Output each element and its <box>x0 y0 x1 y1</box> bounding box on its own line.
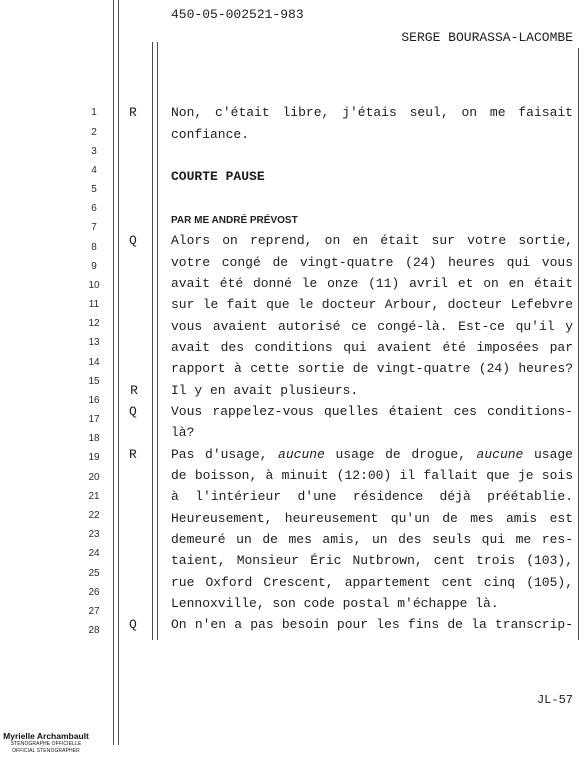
transcript-line <box>171 209 573 230</box>
line-text: demeuré un de mes amis, un des seuls qui me res- <box>171 531 573 547</box>
line-text: confiance. <box>171 126 250 142</box>
line-text: On n'en a pas besoin pour les fins de la transcrip- <box>171 617 573 633</box>
stenographer-stamp <box>0 731 92 755</box>
transcript-line <box>129 230 573 251</box>
line-text: Heureusement, heureusement qu'un de mes amis est <box>171 510 573 526</box>
line-number: 26 <box>88 586 100 598</box>
line-number: 23 <box>88 529 100 541</box>
line-text: à l'intérieur d'une résidence déjà préétablie. <box>171 489 573 505</box>
stenographer-title-fr: STÉNOGRAPHE OFFICIELLE <box>10 741 82 747</box>
transcript-line <box>171 486 573 507</box>
stenographer-name: Myrielle Archambault <box>3 731 89 741</box>
line-text: Vous rappelez-vous quelles étaient ces conditions- <box>171 403 573 419</box>
transcript-line <box>129 444 573 465</box>
recess-heading: COURTE PAUSE <box>171 169 265 185</box>
line-text: vous avaient autorisé ce congé-là. Est-ce qu'il y <box>171 318 573 334</box>
line-number: 28 <box>88 625 100 637</box>
case-number: 450-05-002521-983 <box>171 7 304 22</box>
line-text: taient, Monsieur Éric Nutbrown, cent trois (103), <box>171 553 573 569</box>
line-text-segment: Pas d'usage, <box>171 446 279 462</box>
line-text: sur le fait que le docteur Arbour, docteur Lefebvre <box>171 297 573 313</box>
transcript-line <box>171 316 573 337</box>
line-number: 21 <box>88 490 100 502</box>
line-number: 9 <box>91 260 97 272</box>
transcript-line <box>171 124 573 145</box>
transcript-line <box>129 102 573 123</box>
line-text: Alors on reprend, on en était sur votre sortie, <box>171 233 573 249</box>
transcript-line <box>171 422 573 443</box>
speaker-column-rule <box>152 42 153 640</box>
transcript-line <box>129 401 573 422</box>
line-text: Il y en avait plusieurs. <box>171 382 359 398</box>
transcript-line <box>171 593 573 614</box>
line-number: 10 <box>88 279 100 291</box>
line-number: 18 <box>88 433 100 445</box>
left-margin-rule <box>113 0 114 745</box>
line-text: rue Oxford Crescent, appartement cent cinq (105), <box>171 574 573 590</box>
line-number: 15 <box>88 375 100 387</box>
speaker-marker: Q <box>129 403 137 419</box>
line-number: 17 <box>88 414 100 426</box>
blank-line <box>171 145 573 166</box>
transcript-line <box>171 358 573 379</box>
transcript-body <box>129 102 573 635</box>
examiner-heading: PAR ME ANDRÉ PRÉVOST <box>171 214 298 226</box>
witness-name: SERGE BOURASSA-LACOMBE <box>401 30 573 45</box>
transcript-line <box>171 337 573 358</box>
speaker-marker: R <box>129 105 137 121</box>
left-margin-rule <box>118 0 119 745</box>
line-number: 2 <box>91 126 97 138</box>
line-text-segment: usage de drogue, <box>324 446 477 462</box>
line-number: 12 <box>88 318 100 330</box>
line-text: Lennoxville, son code postal m'échappe là. <box>171 595 499 611</box>
line-text: de boisson, à minuit (12:00) il fallait que je sois <box>171 467 573 483</box>
line-number: 4 <box>91 164 97 176</box>
blank-line <box>171 188 573 209</box>
line-number: 1 <box>91 107 97 119</box>
line-number: 19 <box>88 452 100 464</box>
transcript-line <box>171 294 573 315</box>
transcript-line <box>129 614 573 635</box>
stenographer-title-en: OFFICIAL STENOGRAPHER <box>12 748 80 754</box>
line-text: votre congé de vingt-quatre (24) heures qui vous <box>171 254 573 270</box>
line-number-column <box>84 103 104 640</box>
transcript-line <box>171 550 573 571</box>
line-number: 27 <box>88 605 100 617</box>
speaker-column-rule <box>157 42 158 640</box>
line-number: 14 <box>88 356 100 368</box>
transcript-line <box>171 166 573 187</box>
transcript-line <box>171 572 573 593</box>
line-text: rapport à cette sortie de vingt-quatre (24) heures? <box>171 361 573 377</box>
line-text: avait été donné le onze (11) avril et on en était <box>171 275 573 291</box>
line-number: 13 <box>88 337 100 349</box>
line-text: avait des conditions qui avaient été imposées par <box>171 339 573 355</box>
line-number: 3 <box>91 145 97 157</box>
line-number: 8 <box>91 241 97 253</box>
line-text: Non, c'était libre, j'étais seul, on me faisait <box>171 105 573 121</box>
line-number: 11 <box>88 299 100 311</box>
right-margin-rule <box>578 48 579 640</box>
speaker-marker: R <box>130 382 138 398</box>
line-number: 20 <box>88 471 100 483</box>
transcript-line <box>171 252 573 273</box>
transcript-line <box>171 529 573 550</box>
speaker-marker: Q <box>129 617 137 633</box>
line-number: 16 <box>88 394 100 406</box>
line-number: 24 <box>88 548 100 560</box>
line-number: 5 <box>91 184 97 196</box>
emphasized-word: aucune <box>476 446 524 462</box>
emphasized-word: aucune <box>278 446 325 462</box>
line-number: 7 <box>91 222 97 234</box>
transcript-line <box>130 380 573 401</box>
transcript-line <box>171 273 573 294</box>
page-code: JL-57 <box>536 693 573 707</box>
line-text: là? <box>171 425 195 441</box>
line-number: 25 <box>88 567 100 579</box>
line-text-segment: usage <box>523 446 573 462</box>
line-number: 6 <box>91 203 97 215</box>
line-number: 22 <box>88 510 100 521</box>
speaker-marker: R <box>129 446 137 462</box>
speaker-marker: Q <box>129 233 137 249</box>
transcript-line <box>171 508 573 529</box>
transcript-line <box>171 465 573 486</box>
